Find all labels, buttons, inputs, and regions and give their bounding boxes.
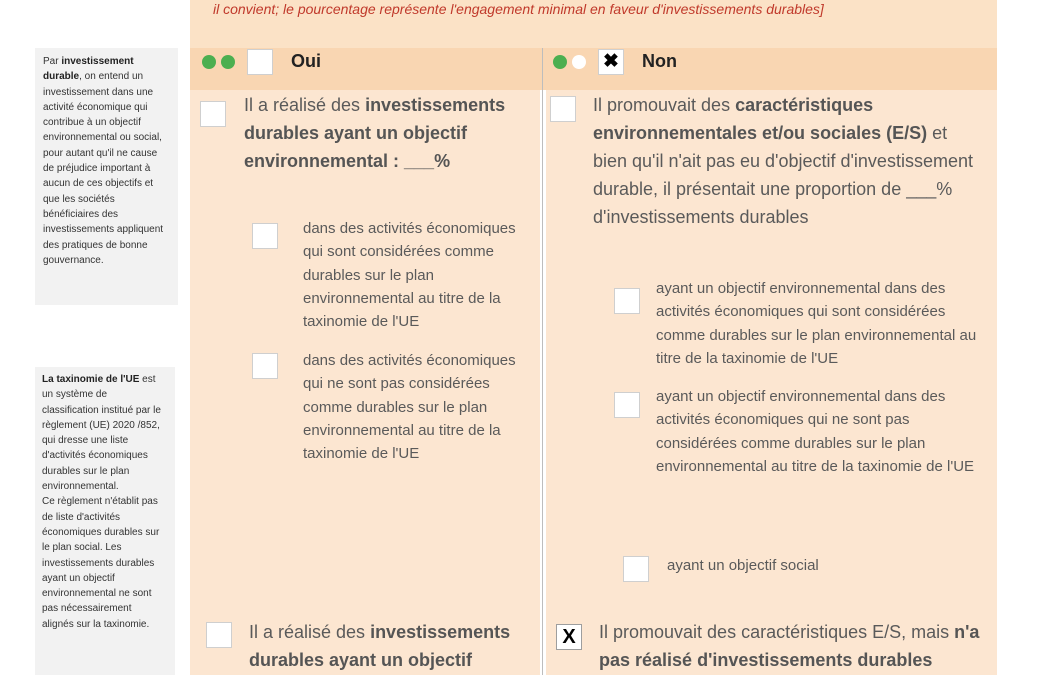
es-pre: Il promouvait des — [593, 95, 736, 115]
green-dot-icon — [553, 55, 567, 69]
es-no-investment-pre: Il promouvait des caractéristiques E/S, mais — [599, 622, 955, 642]
sidebar-taxonomy-desc: est un système de classification institué par le règlement (UE) 2020 /852, qui dresse une liste d'activités économiques durables sur le plan environnemental. — [42, 374, 161, 493]
social-investment-checkbox[interactable] — [206, 622, 232, 648]
sidebar-prefix: Par — [43, 56, 62, 67]
sidebar-text: , on entend un investissement dans une activité économique qui contribue à un objectif environnemental ou social, pour autant qu'il ne cause de préjudice important à aucun de ces objectifs et que les sociétés bénéficiaires des investissements appliquent des pratiques de bonne gouvernance. — [43, 71, 164, 266]
social-investment-text — [249, 618, 534, 674]
es-taxonomy-aligned-checkbox[interactable] — [614, 288, 640, 314]
options-header — [190, 48, 997, 90]
sidebar-definition-text — [43, 54, 165, 268]
es-post: et bien qu'il n'ait pas eu d'objectif d'investissement durable, il présentait une proportion de ___% d'investissements durables — [593, 123, 973, 227]
sidebar-taxonomy-text — [42, 372, 164, 632]
es-social-checkbox[interactable] — [623, 556, 649, 582]
es-characteristics-text — [593, 91, 978, 231]
es-bold: caractéristiques environnementales et/ou sociales (E/S) — [593, 95, 928, 143]
non-checkbox[interactable]: ✖ — [598, 49, 624, 75]
taxonomy-aligned-text: dans des activités économiques qui sont considérées comme durables sur le plan environnemental au titre de la taxinomie de l'UE — [303, 220, 516, 331]
green-dot-icon — [221, 55, 235, 69]
es-taxonomy-aligned-text: ayant un objectif environnemental dans des activités économiques qui sont considérées comme durables sur le plan environnemental au titre de la taxinomie de l'UE — [656, 280, 977, 367]
column-divider — [542, 48, 543, 675]
es-taxonomy-not-aligned-text: ayant un objectif environnemental dans des activités économiques qui ne sont pas considérées comme durables sur le plan environnemental au titre de la taxinomie de l'UE — [656, 388, 975, 475]
top-note: il convient; le pourcentage représente l'engagement minimal en faveur d'investissements durables] — [213, 1, 824, 17]
es-characteristics-checkbox[interactable] — [550, 96, 576, 122]
env-investment-pre: Il a réalisé des — [244, 95, 366, 115]
sidebar-taxonomy-desc2: Ce règlement n'établit pas de liste d'activités économiques durables sur le plan social. Les investissements durables ayant un objectif environnemental ne sont pas nécessairement alignés sur la taxinomie. — [42, 496, 160, 630]
social-investment-bold: investissements durables ayant un objectif — [249, 622, 511, 670]
green-dot-icon — [202, 55, 216, 69]
env-investment-text — [244, 91, 524, 175]
taxonomy-aligned-checkbox[interactable] — [252, 223, 278, 249]
sidebar-taxonomy-term: La taxinomie de l'UE — [42, 374, 140, 385]
oui-label: Oui — [291, 51, 321, 71]
social-investment-pre: Il a réalisé des — [249, 622, 371, 642]
oui-checkbox[interactable] — [247, 49, 273, 75]
es-no-investment-checkbox[interactable]: X — [556, 624, 582, 650]
env-investment-bold: investissements durables ayant un objectif environnemental : ___% — [244, 95, 506, 171]
white-dot-icon — [572, 55, 586, 69]
sidebar-term: investissement durable — [43, 56, 134, 83]
taxonomy-not-aligned-text: dans des activités économiques qui ne sont pas considérées comme durables sur le plan environnemental au titre de la taxinomie de l'UE — [303, 352, 516, 463]
es-social-text: ayant un objectif social — [667, 557, 819, 574]
non-label: Non — [642, 51, 677, 71]
taxonomy-not-aligned-checkbox[interactable] — [252, 353, 278, 379]
env-investment-checkbox[interactable] — [200, 101, 226, 127]
es-taxonomy-not-aligned-checkbox[interactable] — [614, 392, 640, 418]
es-no-investment-bold: n'a pas réalisé d'investissements durables — [599, 622, 980, 670]
es-no-investment-text — [599, 618, 989, 674]
